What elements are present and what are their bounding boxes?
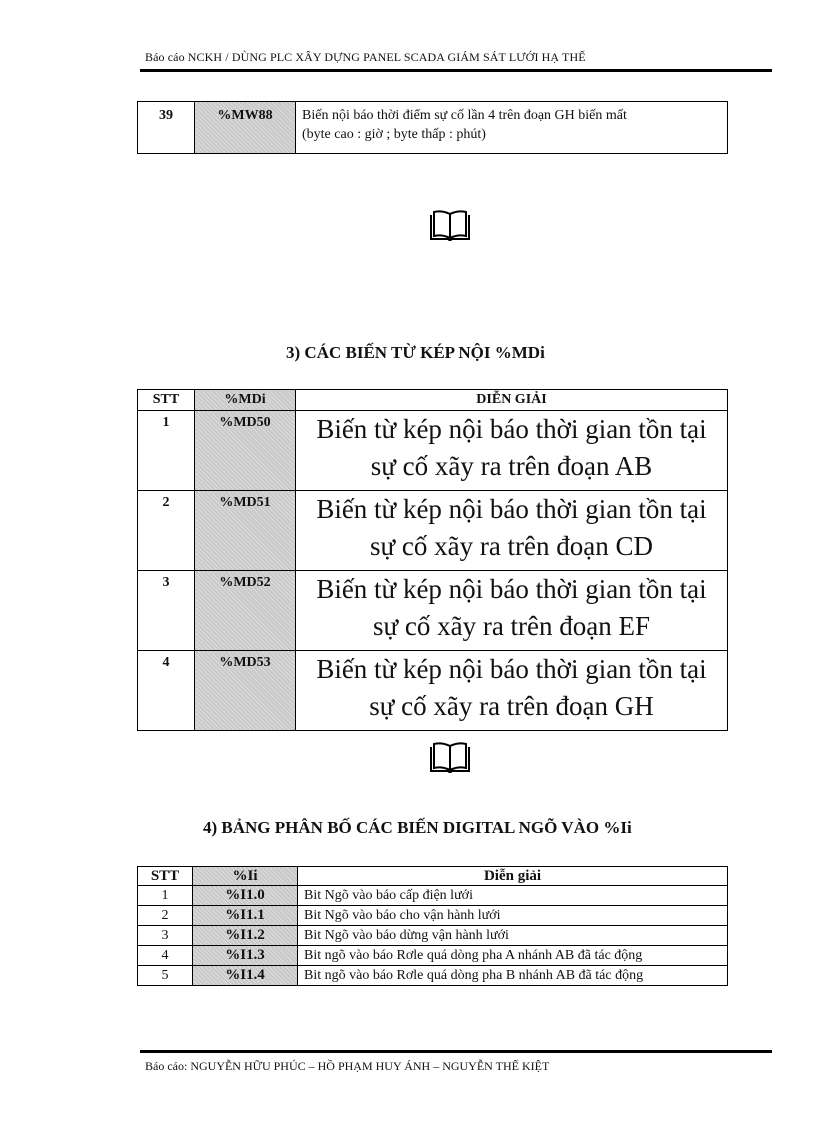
stt-cell: 3 bbox=[138, 571, 195, 651]
description-line: Biến từ kép nội báo thời gian tồn tại bbox=[316, 414, 707, 444]
stt-cell: 5 bbox=[138, 966, 193, 986]
description-line: Biến nội báo thời điểm sự cố lần 4 trên đoạn GH biến mất bbox=[302, 108, 627, 123]
stt-cell: 2 bbox=[138, 906, 193, 926]
description-cell: Bit Ngõ vào báo dừng vận hành lưới bbox=[298, 926, 728, 946]
stt-cell: 4 bbox=[138, 651, 195, 731]
stt-cell: 4 bbox=[138, 946, 193, 966]
variable-cell: %I1.3 bbox=[193, 946, 298, 966]
table-row bbox=[138, 411, 728, 491]
variable-cell: %MW88 bbox=[195, 102, 296, 154]
digital-input-table bbox=[137, 866, 728, 986]
variable-cell: %MD50 bbox=[195, 411, 296, 491]
header-stt: STT bbox=[138, 867, 193, 886]
table-row bbox=[138, 651, 728, 731]
header-stt: STT bbox=[138, 390, 195, 411]
description-line: sự cố xãy ra trên đoạn EF bbox=[372, 611, 651, 641]
table-row bbox=[138, 571, 728, 651]
description-cell: Bit Ngõ vào báo cấp điện lưới bbox=[298, 886, 728, 906]
variable-cell: %MD51 bbox=[195, 491, 296, 571]
description-cell bbox=[296, 491, 728, 571]
variable-table-mw bbox=[137, 101, 728, 154]
description-cell: Bit ngõ vào báo Rơle quá dòng pha A nhánh AB đã tác động bbox=[298, 946, 728, 966]
table-row bbox=[138, 946, 728, 966]
description-line: Biến từ kép nội báo thời gian tồn tại bbox=[316, 654, 707, 684]
description-line: sự cố xãy ra trên đoạn AB bbox=[370, 451, 653, 481]
stt-cell: 39 bbox=[138, 102, 195, 154]
variable-cell: %I1.1 bbox=[193, 906, 298, 926]
stt-cell: 1 bbox=[138, 886, 193, 906]
table-row bbox=[138, 886, 728, 906]
book-icon bbox=[428, 741, 472, 777]
header-description: Diễn giải bbox=[298, 867, 728, 886]
description-line: Biến từ kép nội báo thời gian tồn tại bbox=[316, 494, 707, 524]
variable-table-md bbox=[137, 389, 728, 731]
description-cell bbox=[296, 411, 728, 491]
page-header: Báo cáo NCKH / DÙNG PLC XÂY DỰNG PANEL SCADA GIÁM SÁT LƯỚI HẠ THẾ bbox=[145, 50, 586, 64]
variable-cell: %I1.4 bbox=[193, 966, 298, 986]
variable-cell: %MD52 bbox=[195, 571, 296, 651]
description-line: Biến từ kép nội báo thời gian tồn tại bbox=[316, 574, 707, 604]
table-header-row bbox=[138, 390, 728, 411]
header-description: DIỄN GIẢI bbox=[296, 390, 728, 411]
stt-cell: 1 bbox=[138, 411, 195, 491]
description-line: (byte cao : giờ ; byte thấp : phút) bbox=[302, 127, 486, 142]
table-row bbox=[138, 966, 728, 986]
table-header-row bbox=[138, 867, 728, 886]
table-row bbox=[138, 491, 728, 571]
description-cell: Bit Ngõ vào báo cho vận hành lưới bbox=[298, 906, 728, 926]
header-variable: %Ii bbox=[193, 867, 298, 886]
description-cell bbox=[296, 102, 728, 154]
description-cell bbox=[296, 651, 728, 731]
book-icon bbox=[428, 209, 472, 245]
description-line: sự cố xãy ra trên đoạn GH bbox=[369, 691, 654, 721]
stt-cell: 3 bbox=[138, 926, 193, 946]
description-line: sự cố xãy ra trên đoạn CD bbox=[369, 531, 654, 561]
page-footer: Báo cáo: NGUYỄN HỮU PHÚC – HỒ PHẠM HUY ÁNH – NGUYỄN THẾ KIỆT bbox=[145, 1059, 550, 1073]
header-variable: %MDi bbox=[195, 390, 296, 411]
table-row bbox=[138, 906, 728, 926]
stt-cell: 2 bbox=[138, 491, 195, 571]
description-cell bbox=[296, 571, 728, 651]
header-rule bbox=[140, 69, 772, 72]
section-title: 3) CÁC BIẾN TỪ KÉP NỘI %MDi bbox=[286, 343, 545, 362]
table-row bbox=[138, 926, 728, 946]
table-row bbox=[138, 102, 728, 154]
variable-cell: %MD53 bbox=[195, 651, 296, 731]
footer-rule bbox=[140, 1050, 772, 1053]
variable-cell: %I1.0 bbox=[193, 886, 298, 906]
variable-cell: %I1.2 bbox=[193, 926, 298, 946]
description-cell: Bit ngõ vào báo Rơle quá dòng pha B nhánh AB đã tác động bbox=[298, 966, 728, 986]
section-title: 4) BẢNG PHÂN BỐ CÁC BIẾN DIGITAL NGÕ VÀO %Ii bbox=[203, 818, 632, 837]
